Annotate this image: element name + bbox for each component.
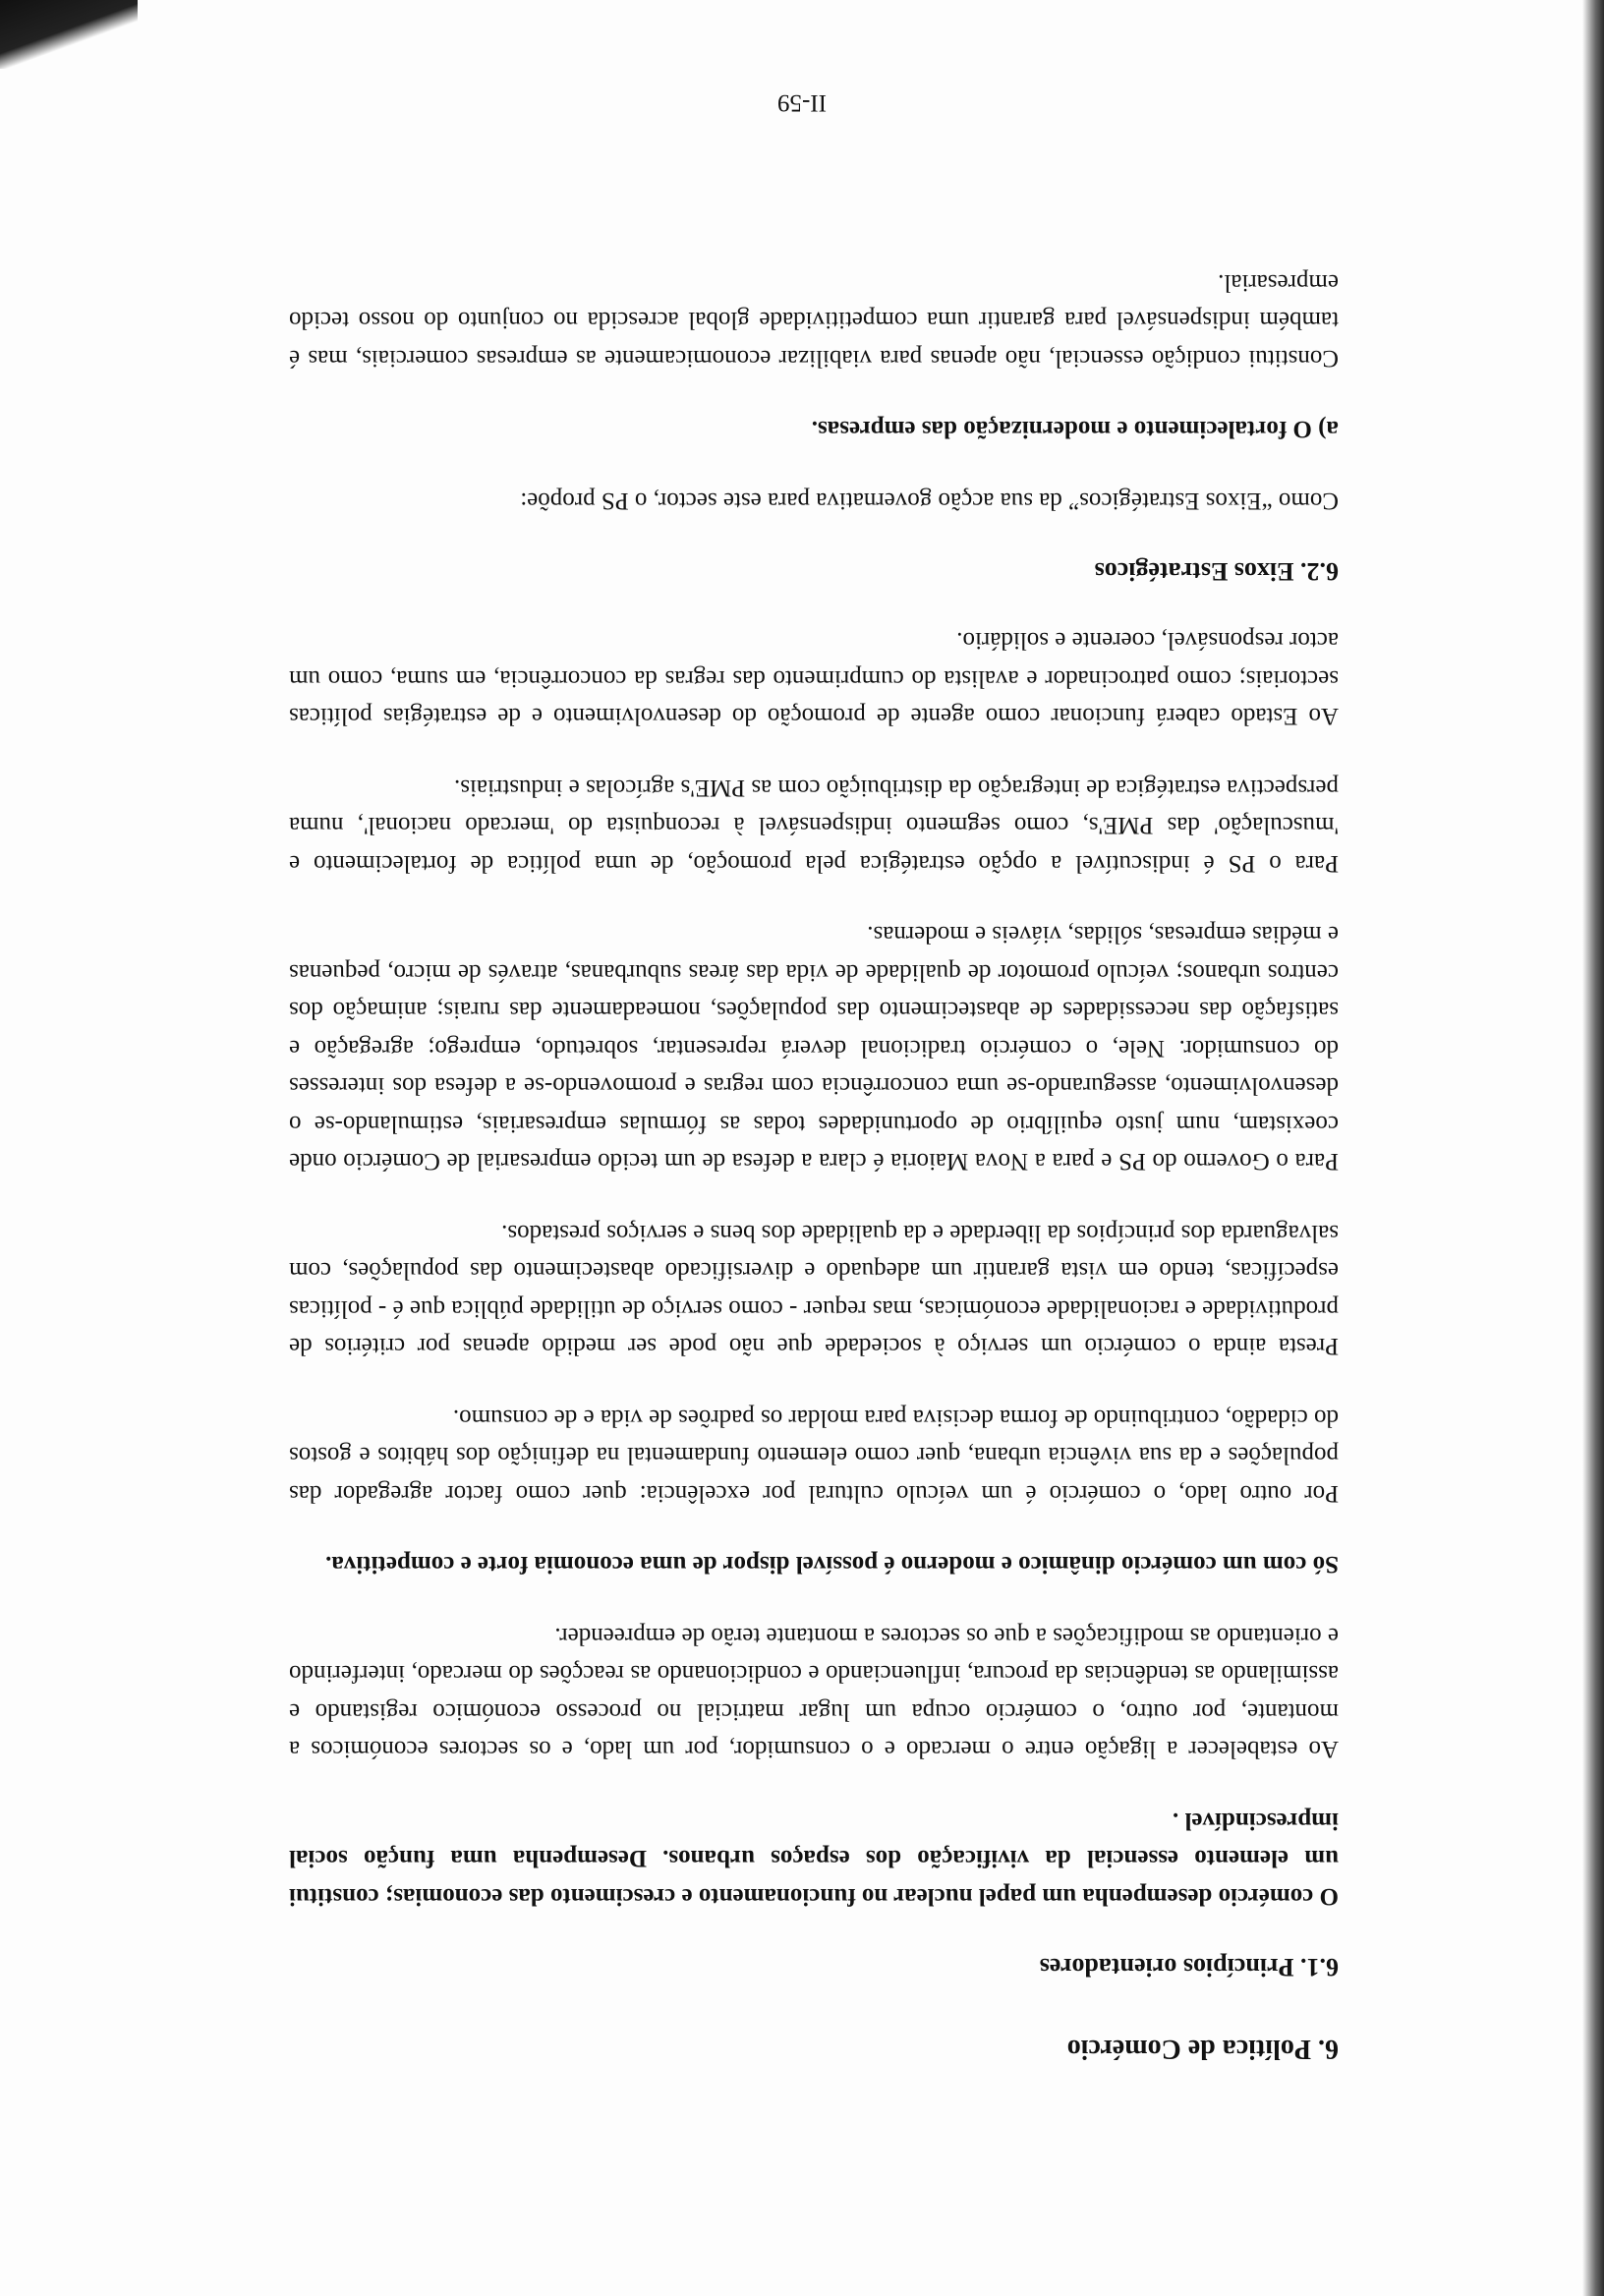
paragraph: Para o Governo do PS e para a Nova Maioria é clara a defesa de um tecido empresarial de Comércio onde coexistam, num justo equilíbrio de oportunidades todas as fórmulas empresariais, estimulando-se o desenvolvimento, assegurando-se uma concorrência com regras e promovendo-se a defesa dos interesses do consumidor. Nele, o comércio tradicional deverá representar, sobretudo, emprego; agregação e satisfação das necessidades de abastecimento das populações, nomeadamente das rurais; animação dos centros urbanos; veículo promotor de qualidade de vida das áreas suburbanas, através de micro, pequenas e médias empresas, sólidas, viáveis e modernas. <box>289 921 1339 1176</box>
paragraph: Ao Estado caberá funcionar como agente de promoção do desenvolvimento e de estratégias políticas sectoriais; como patrocinador e avalista do cumprimento das regras da concorrência, em suma, como um actor responsável, coerente e solidário. <box>289 627 1339 730</box>
paragraph: Ao estabelecer a ligação entre o mercado e o consumidor, por um lado, e os sectores económicos a montante, por outro, o comércio ocupa um lugar matricial no processo económico registando e assimilando as tendências da procura, influenciando e condicionando as reacções do mercado, interferindo e orientando as modificações a que os sectores a montante terão de empreender. <box>289 1623 1339 1763</box>
paragraph: Por outro lado, o comércio é um veículo cultural por excelência: quer como factor agregador das populações e da sua vivência urbana, quer como elemento fundamental na definição dos hábitos e gostos do cidadão, contribuindo de forma decisiva para moldar os padrões de vida e de consumo. <box>289 1405 1339 1507</box>
document-title: 6. Política de Comércio <box>1066 2034 1339 2064</box>
paragraph: O comércio desempenha um papel nuclear no funcionamento e crescimento das economias; constitui um elemento essencial da vivificação dos espaços urbanos. Desempenha uma função social imprescindível . <box>289 1808 1339 1910</box>
page-number: II-59 <box>777 89 827 116</box>
paragraph: Só com um comércio dinâmico e moderno é possível dispor de uma economia forte e competitiva. <box>325 1551 1339 1578</box>
section-heading-6-2: 6.2. Eixos Estratégicos <box>1094 557 1339 586</box>
paragraph: Presta ainda o comércio um serviço à sociedade que não pode ser medido apenas por critérios de produtividade e racionalidade económicas, mas requer - como serviço de utilidade pública que é - políticas específicas, tendo em vista garantir um adequado e diversificado abastecimento das populações, com salvaguarda dos princípios da liberdade e da qualidade dos bens e serviços prestados. <box>289 1220 1339 1360</box>
paragraph: Para o PS é indiscutível a opção estratégica pela promoção, de uma política de fortalecimento e 'musculação' das PME's, como segmento indispensável à reconquista do 'mercado nacional', numa perspectiva estratégica de integração da distribuição com as PME's agrícolas e industriais. <box>289 775 1339 877</box>
page-content <box>289 230 1339 2067</box>
paragraph: Constitui condição essencial, não apenas para viabilizar economicamente as empresas comerciais, mas é também indispensável para garantir uma competitividade global acrescida no conjunto do nosso tecido empresarial. <box>289 269 1339 372</box>
paragraph: Como “Eixos Estratégicos” da sua acção governativa para este sector, o PS propõe: <box>520 488 1339 514</box>
section-heading-6-1: 6.1. Princípios orientadores <box>1039 1953 1339 1981</box>
paragraph: a) O fortalecimento e modernização das empresas. <box>811 416 1339 443</box>
scan-shadow-edge <box>1582 0 1604 2296</box>
scan-shadow-corner <box>0 0 138 69</box>
